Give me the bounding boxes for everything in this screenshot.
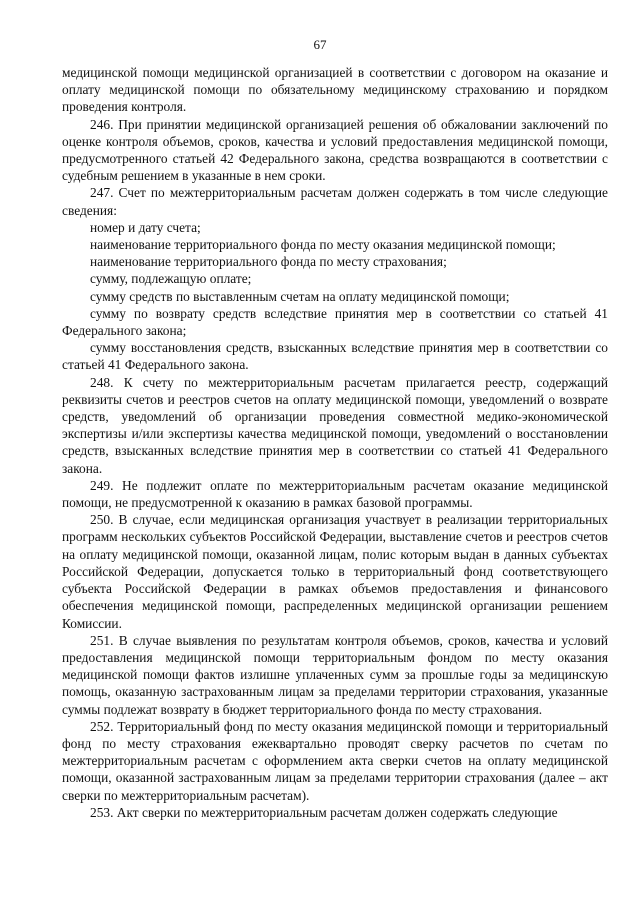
list-item-amount-payable: сумму, подлежащую оплате; <box>90 271 252 287</box>
document-body <box>62 64 608 821</box>
paragraph-246: 246. При принятии медицинской организацией решения об обжаловании заключений по оценке контроля объемов, сроков, качества и условий предоставления медицинской помощи, предусмотренного статьей 42 Федерального закона, средства возвращаются в соответствии с судебным решением в указанные в нем сроки. <box>62 116 608 184</box>
paragraph-251: 251. В случае выявления по результатам контроля объемов, сроков, качества и условий предоставления медицинской помощи территориальным фондом по месту оказания медицинской помощи фактов излишне уплаченных сумм за прошлые годы за медицинскую помощь, оказанную застрахованным лицам за пределами территории страхования, указанные суммы подлежат возврату в бюджет территориального фонда по месту страхования. <box>62 632 608 717</box>
paragraph-248: 248. К счету по межтерриториальным расчетам прилагается реестр, содержащий реквизиты счетов и реестров счетов на оплату медицинской помощи, уведомлений о возврате средств, уведомлений об организации проведения совместной медико-экономической экспертизы и/или экспертизы качества медицинской помощи, уведомлений о восстановлении средств, взысканных вследствие принятия мер в соответствии со статьей 41 Федерального закона. <box>62 374 608 476</box>
list-item-refund-amount: сумму по возврату средств вследствие принятия мер в соответствии со статьей 41 Федерального закона; <box>62 305 608 339</box>
paragraph-253: 253. Акт сверки по межтерриториальным расчетам должен содержать следующие <box>90 804 558 820</box>
paragraph-continuation: медицинской помощи медицинской организацией в соответствии с договором на оказание и оплату медицинской помощи по обязательному медицинскому страхованию и порядком проведения контроля. <box>62 65 608 115</box>
paragraph-249: 249. Не подлежит оплате по межтерриториальным расчетам оказание медицинской помощи, не предусмотренной к оказанию в рамках базовой программы. <box>62 477 608 511</box>
paragraph-247: 247. Счет по межтерриториальным расчетам должен содержать в том числе следующие сведения: <box>62 185 608 218</box>
list-item-restored-amount: сумму восстановления средств, взысканных вследствие принятия мер в соответствии со статьей 41 Федерального закона. <box>62 340 608 373</box>
paragraph-250: 250. В случае, если медицинская организация участвует в реализации территориальных программ нескольких субъектов Российской Федерации, выставление счетов и реестров счетов на оплату медицинской помощи, оказанной лицам, полис которым выдан в данных субъектах Российской Федерации, допускается только в территориальный фонд соответствующего субъекта Российской Федерации в рамках объемов предоставления и финансового обеспечения медицинской помощи, распределенных медицинской организации решением Комиссии. <box>62 512 608 631</box>
paragraph-252: 252. Территориальный фонд по месту оказания медицинской помощи и территориальный фонд по месту страхования ежеквартально проводят сверку расчетов по счетам по межтерриториальным расчетам с оформлением акта сверки счетов на оплату медицинской помощи, оказанной застрахованным лицам за пределами территории страхования (далее – акт сверки по межтерриториальным расчетам). <box>62 718 608 803</box>
list-item-invoiced-amount: сумму средств по выставленным счетам на оплату медицинской помощи; <box>90 288 510 304</box>
page-number: 67 <box>313 37 327 52</box>
list-item-fund-of-care: наименование территориального фонда по месту оказания медицинской помощи; <box>90 237 556 253</box>
list-item-invoice-number: номер и дату счета; <box>90 219 201 235</box>
list-item-fund-of-insurance: наименование территориального фонда по месту страхования; <box>90 254 447 270</box>
